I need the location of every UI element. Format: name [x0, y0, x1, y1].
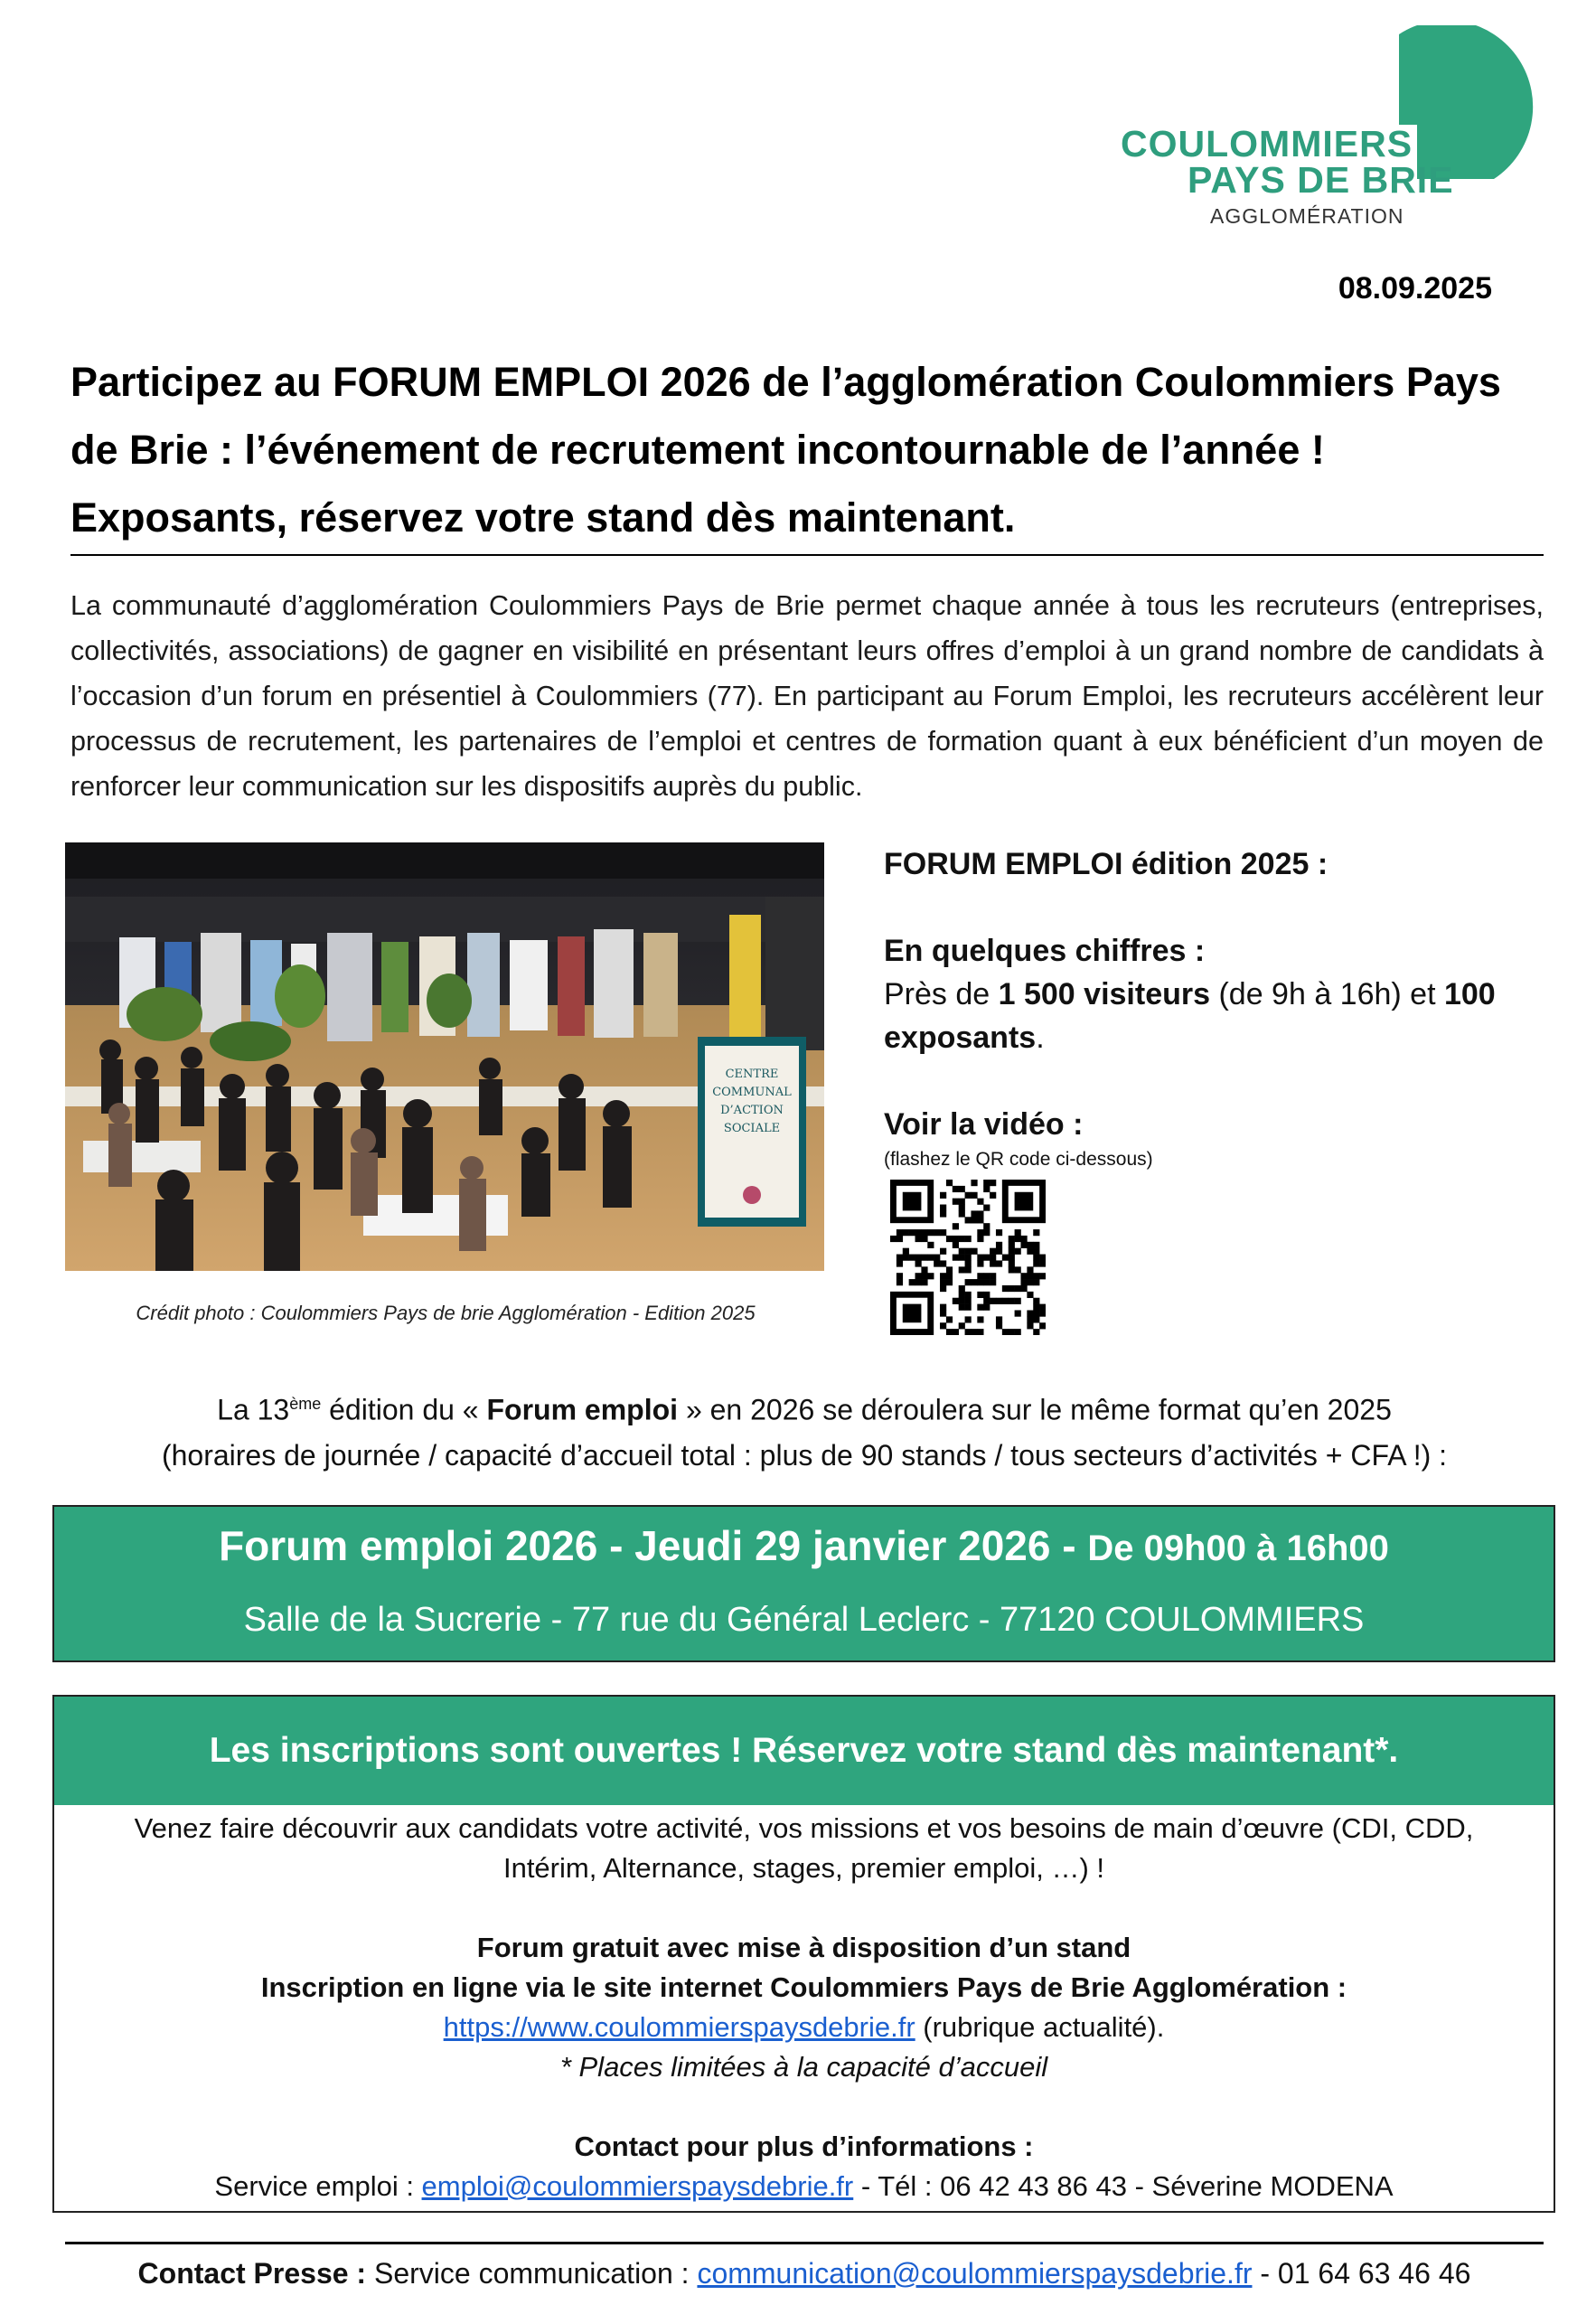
- registration-text-2: Intérim, Alternance, stages, premier emploi, …) !: [502, 1852, 1105, 1884]
- event-box: [52, 1505, 1555, 1662]
- stats-title: FORUM EMPLOI édition 2025 :: [884, 847, 1328, 881]
- sign-line: SOCIALE: [723, 1122, 781, 1135]
- contact-email-link[interactable]: emploi@coulommierspaysdebrie.fr: [421, 2170, 854, 2202]
- registration-text-1: Venez faire découvrir aux candidats votre activité, vos missions et vos besoins de main d’œuvre (CDI, CDD,: [134, 1812, 1474, 1844]
- edition-line-2: (horaires de journée / capacité d’accueil total : plus de 90 stands / tous secteurs d’activités + CFA !) :: [161, 1438, 1448, 1472]
- press-pre: Service communication :: [366, 2257, 698, 2290]
- footer-divider: [65, 2242, 1544, 2244]
- press-release-date: 08.09.2025: [1338, 271, 1492, 306]
- stats-figures: [884, 973, 1553, 1059]
- event-address: Salle de la Sucrerie - 77 rue du Général Leclerc - 77120 COULOMMIERS: [243, 1601, 1365, 1639]
- video-title: Voir la vidéo :: [884, 1107, 1084, 1142]
- sign-line: CENTRE: [725, 1068, 779, 1081]
- registration-box: [52, 1695, 1555, 2213]
- stats-exhibitors-number: 100: [1443, 977, 1496, 1011]
- press-email-link[interactable]: communication@coulommierspaysdebrie.fr: [697, 2257, 1253, 2290]
- website-note: (rubrique actualité).: [915, 2011, 1165, 2043]
- registration-banner: Les inscriptions sont ouvertes ! Réservez votre stand dès maintenant*.: [54, 1697, 1554, 1805]
- qr-code-icon[interactable]: [890, 1180, 1046, 1335]
- registration-online: Inscription en ligne via le site internet Coulommiers Pays de Brie Agglomération :: [260, 1971, 1347, 2003]
- registration-body: [54, 1809, 1554, 2206]
- intro-paragraph: La communauté d’agglomération Coulommiers Pays de Brie permet chaque année à tous les recruteurs (entreprises, collectivités, associations) de gagner en visibilité en présentant leurs offres d’emploi à un grand nombre de candidats à l’occasion d’un forum en présentiel à Coulommiers (77). En participant au Forum Emploi, les recruteurs accélèrent leur processus de recrutement, les partenaires de l’emploi et centres de formation quant à eux bénéficient d’un moyen de renforcer leur communication sur les dispositifs auprès du public.: [70, 590, 1544, 802]
- stats-period: .: [1036, 1021, 1045, 1055]
- sign-line: D’ACTION: [720, 1104, 784, 1117]
- stats-subtitle: En quelques chiffres :: [884, 934, 1206, 968]
- logo-line-1: COULOMMIERS: [1121, 123, 1413, 165]
- headline-line-2: de Brie : l’événement de recrutement incontournable de l’année !: [70, 427, 1325, 473]
- stats-visitors: 1 500 visiteurs: [998, 977, 1211, 1011]
- headline: [70, 348, 1544, 551]
- contact-title: Contact pour plus d’informations :: [574, 2131, 1034, 2162]
- stats-hours: (de 9h à 16h) et: [1210, 977, 1444, 1011]
- website-link[interactable]: https://www.coulommierspaysdebrie.fr: [443, 2011, 915, 2043]
- headline-line-3: Exposants, réservez votre stand dès maintenant.: [70, 494, 1016, 541]
- photo-credit: Crédit photo : Coulommiers Pays de brie Agglomération - Edition 2025: [136, 1302, 756, 1324]
- edition-p3: » en 2026 se déroulera sur le même format qu’en 2025: [678, 1393, 1392, 1426]
- stats-pre: Près de: [884, 977, 999, 1011]
- contact-pre: Service emploi :: [214, 2170, 422, 2202]
- agglomeration-logo: [1121, 27, 1545, 226]
- stats-block: [884, 842, 1553, 1173]
- event-title-main: Forum emploi 2026 - Jeudi 29 janvier 2026 -: [219, 1522, 1088, 1569]
- registration-free: Forum gratuit avec mise à disposition d’un stand: [476, 1932, 1131, 1963]
- sign-line: COMMUNAL: [712, 1086, 792, 1099]
- press-label: Contact Presse :: [137, 2257, 367, 2290]
- contact-post: - Tél : 06 42 43 86 43 - Séverine MODENA: [853, 2170, 1394, 2202]
- registration-limit: * Places limitées à la capacité d’accueil: [559, 2051, 1048, 2083]
- headline-line-1: Participez au FORUM EMPLOI 2026 de l’agglomération Coulommiers Pays: [70, 359, 1501, 405]
- edition-sup: ème: [289, 1395, 322, 1413]
- edition-p2: édition du «: [321, 1393, 487, 1426]
- video-hint: (flashez le QR code ci-dessous): [884, 1149, 1153, 1170]
- stats-exhibitors-word: exposants: [884, 1021, 1037, 1055]
- edition-p1: La 13: [217, 1393, 290, 1426]
- event-time: De 09h00 à 16h00: [1087, 1529, 1389, 1568]
- press-phone: - 01 64 63 46 46: [1252, 2257, 1471, 2290]
- event-title: [54, 1521, 1554, 1570]
- edition-bold: Forum emploi: [486, 1393, 679, 1426]
- press-contact: [65, 2251, 1544, 2296]
- divider: [70, 554, 1544, 556]
- logo-line-3: AGGLOMÉRATION: [1210, 204, 1404, 228]
- logo-line-2: PAYS DE BRIE: [1188, 159, 1454, 201]
- forum-photo: [65, 842, 824, 1271]
- edition-text: [54, 1381, 1554, 1478]
